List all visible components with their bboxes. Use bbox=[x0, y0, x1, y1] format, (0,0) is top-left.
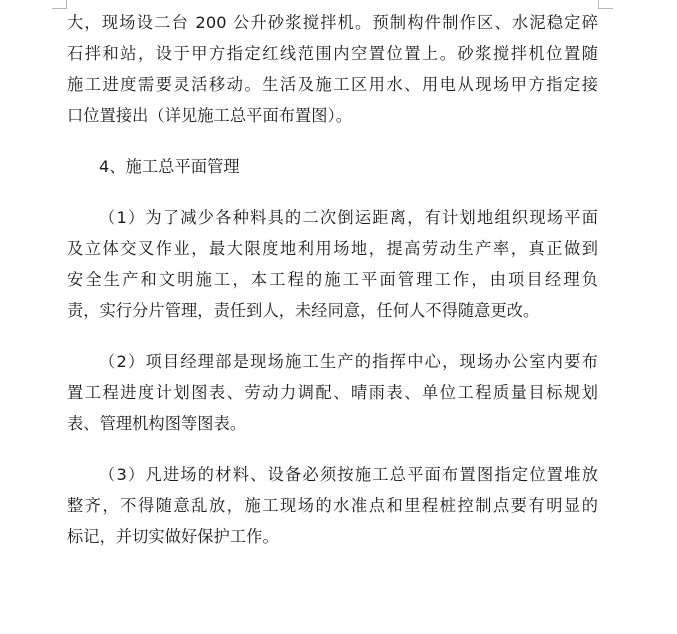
text-line: 口位置接出（详见施工总平面布置图）。 bbox=[67, 106, 353, 125]
text-line: （3）凡进场的材料、设备必须按施工总平面布置图指定位置堆放 bbox=[99, 465, 598, 484]
section-heading bbox=[67, 151, 598, 182]
text-line: 施工进度需要灵活移动。生活及施工区用水、用电从现场甲方指定接 bbox=[67, 75, 598, 94]
text-line: 整齐，不得随意乱放，施工现场的水准点和里程桩控制点要有明显的 bbox=[67, 496, 598, 515]
paragraph-spacing bbox=[67, 131, 598, 151]
text-line: （1）为了减少各种料具的二次倒运距离，有计划地组织现场平面 bbox=[99, 208, 598, 227]
margin-corner-mark-left bbox=[52, 0, 67, 9]
text-line: 表、管理机构图等图表。 bbox=[67, 414, 247, 433]
text-line: 石拌和站，设于甲方指定红线范围内空置位置上。砂浆搅拌机位置随 bbox=[67, 44, 598, 63]
paragraph-item-1 bbox=[67, 202, 598, 326]
paragraph-spacing bbox=[67, 439, 598, 459]
text-line: 安全生产和文明施工，本工程的施工平面管理工作，由项目经理负 bbox=[67, 270, 598, 289]
text-line: 责，实行分片管理，责任到人，未经同意，任何人不得随意更改。 bbox=[67, 301, 540, 320]
text-line: 及立体交叉作业，最大限度地利用场地，提高劳动生产率，真正做到 bbox=[67, 239, 598, 258]
heading-text: 4、施工总平面管理 bbox=[99, 157, 240, 176]
paragraph-item-2 bbox=[67, 346, 598, 439]
document-body bbox=[67, 7, 598, 552]
text-line: 大，现场设二台 200 公升砂浆搅拌机。预制构件制作区、水泥稳定碎 bbox=[67, 13, 598, 32]
margin-corner-mark-right bbox=[598, 0, 613, 9]
text-line: （2）项目经理部是现场施工生产的指挥中心，现场办公室内要布 bbox=[99, 352, 598, 371]
paragraph-site-layout bbox=[67, 7, 598, 131]
text-line: 标记，并切实做好保护工作。 bbox=[67, 527, 279, 546]
paragraph-spacing bbox=[67, 182, 598, 202]
paragraph-item-3 bbox=[67, 459, 598, 552]
paragraph-spacing bbox=[67, 326, 598, 346]
text-line: 置工程进度计划图表、劳动力调配、晴雨表、单位工程质量目标规划 bbox=[67, 383, 598, 402]
